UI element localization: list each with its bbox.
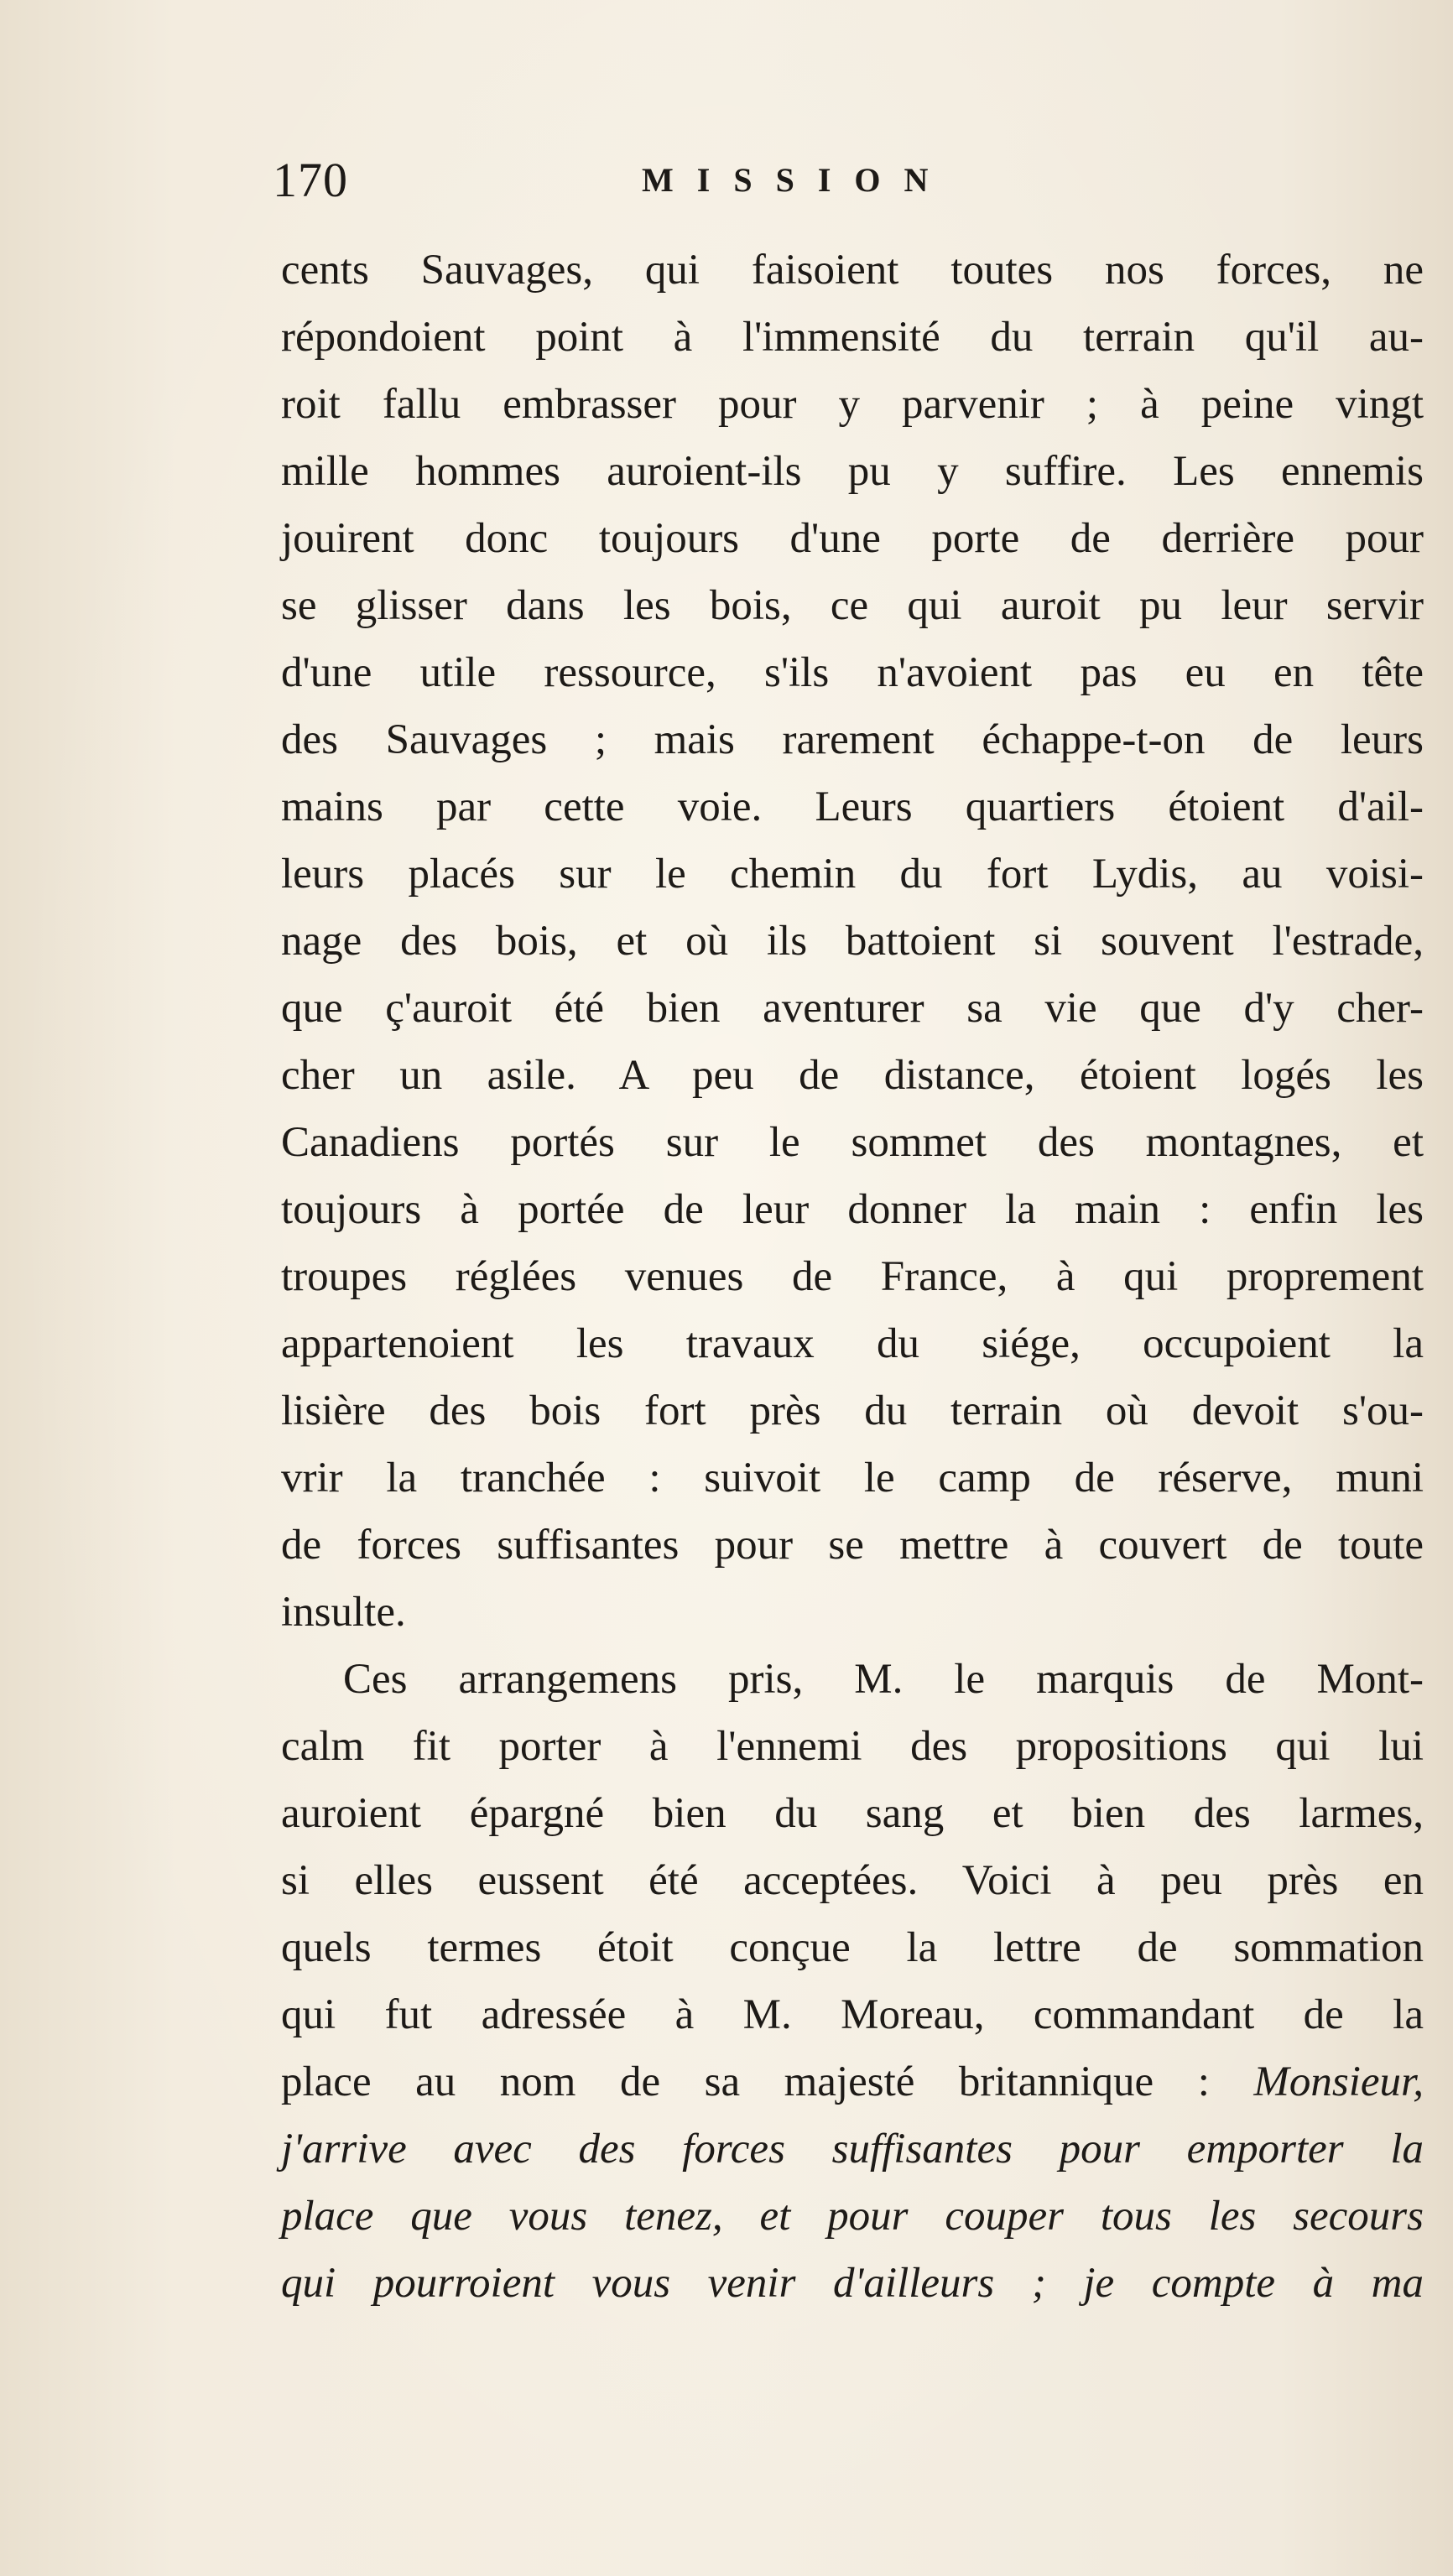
text-line: nage des bois, et où ils battoient si souvent l'estrade,: [281, 918, 1424, 965]
text-line: se glisser dans les bois, ce qui auroit pu leur servir: [281, 582, 1424, 629]
text-line: si elles eussent été acceptées. Voici à peu près en: [281, 1857, 1424, 1904]
text-line: toujours à portée de leur donner la main : enfin les: [281, 1186, 1424, 1233]
text-line: troupes réglées venues de France, à qui proprement: [281, 1253, 1424, 1300]
text-segment: place au nom de sa majesté britannique :: [281, 2058, 1210, 2105]
page-header: [273, 147, 1145, 214]
text-line: de forces suffisantes pour se mettre à couvert de toute: [281, 1522, 1424, 1569]
paragraph-first-line: Ces arrangemens pris, M. le marquis de Mont-: [343, 1656, 1424, 1703]
text-line: vrir la tranchée : suivoit le camp de réserve, muni: [281, 1455, 1424, 1501]
text-line: cher un asile. A peu de distance, étoient logés les: [281, 1052, 1424, 1099]
text-line: répondoient point à l'immensité du terrain qu'il au-: [281, 314, 1424, 361]
running-head: MISSION: [642, 161, 952, 199]
text-line: appartenoient les travaux du siége, occupoient la: [281, 1320, 1424, 1367]
italic-segment: Monsieur,: [1253, 2058, 1424, 2105]
italic-text-line: place que vous tenez, et pour couper tous les secours: [281, 2193, 1424, 2240]
text-line: lisière des bois fort près du terrain où devoit s'ou-: [281, 1387, 1424, 1434]
text-line: que ç'auroit été bien aventurer sa vie que d'y cher-: [281, 985, 1424, 1032]
text-line: jouirent donc toujours d'une porte de derrière pour: [281, 515, 1424, 562]
text-line: d'une utile ressource, s'ils n'avoient pas eu en tête: [281, 649, 1424, 696]
page-number: 170: [273, 153, 348, 207]
text-line: leurs placés sur le chemin du fort Lydis, au voisi-: [281, 851, 1424, 898]
text-line-mixed: [281, 2048, 1424, 2115]
text-line: mains par cette voie. Leurs quartiers étoient d'ail-: [281, 783, 1424, 830]
italic-text-line: qui pourroient vous venir d'ailleurs ; je compte à ma: [281, 2260, 1424, 2307]
text-line: Canadiens portés sur le sommet des montagnes, et: [281, 1119, 1424, 1166]
italic-text-line: j'arrive avec des forces suffisantes pour emporter la: [281, 2126, 1424, 2173]
text-line: qui fut adressée à M. Moreau, commandant de la: [281, 1991, 1424, 2038]
text-line: insulte.: [281, 1589, 406, 1636]
text-line: roit fallu embrasser pour y parvenir ; à peine vingt: [281, 381, 1424, 428]
text-line: des Sauvages ; mais rarement échappe-t-on de leurs: [281, 716, 1424, 763]
text-line: cents Sauvages, qui faisoient toutes nos forces, ne: [281, 247, 1424, 294]
text-line: auroient épargné bien du sang et bien des larmes,: [281, 1790, 1424, 1837]
text-line: quels termes étoit conçue la lettre de sommation: [281, 1924, 1424, 1971]
text-line: calm fit porter à l'ennemi des propositions qui lui: [281, 1723, 1424, 1770]
text-line: mille hommes auroient-ils pu y suffire. Les ennemis: [281, 448, 1424, 495]
